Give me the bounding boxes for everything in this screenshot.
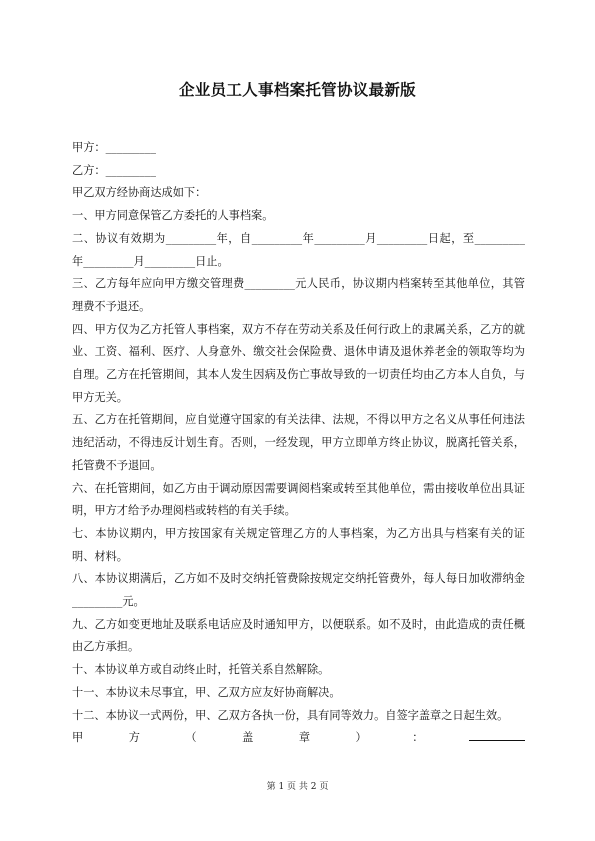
signature-party-char: 甲: [72, 731, 84, 745]
clause-6: 六、在托管期间，如乙方由于调动原因需要调阅档案或转至其他单位，需由接收单位出具证明，甲方才给予办理阅档或转档的有关手续。: [72, 481, 525, 518]
signature-blank: [469, 728, 525, 741]
party-a-line: 甲方：_________: [72, 141, 156, 154]
clause-11: 十一、本协议未尽事宜，甲、乙双方应友好协商解决。: [72, 685, 341, 699]
agreement-intro: 甲乙双方经协商达成如下：: [72, 186, 207, 200]
signature-colon: ：: [412, 731, 424, 745]
clause-3: 三、乙方每年应向甲方缴交管理费_________元人民币，协议期内档案转至其他单位，其管理费不予退还。: [72, 277, 525, 313]
clause-2: 二、协议有效期为_________年，自_________年_________月_________日起，至_________年_________月_________日止。: [72, 231, 525, 268]
document-body: [72, 137, 525, 750]
clause-4: 四、甲方仅为乙方托管人事档案，双方不存在劳动关系及任何行政上的隶属关系，乙方的就业、工资、福利、医疗、人身意外、缴交社会保险费、退休申请及退休养老金的领取等均为自理。乙方在托管期间，其本人发生因病及伤亡事故导致的一切责任均由乙方本人自负，与甲方无关。: [72, 322, 525, 404]
page-number: 第 1 页 共 2 页: [266, 782, 329, 792]
document-title: 企业员工人事档案托管协议最新版: [178, 81, 416, 99]
clause-9: 九、乙方如变更地址及联系电话应及时通知甲方，以便联系。如不及时，由此造成的责任概由乙方承担。: [72, 617, 525, 654]
signature-side-char: 方: [128, 731, 140, 745]
signature-paren-open: （: [185, 731, 197, 745]
party-b-line: 乙方：_________: [72, 163, 156, 177]
clause-10: 十、本协议单方或自动终止时，托管关系自然解除。: [72, 663, 330, 677]
clause-1: 一、甲方同意保管乙方委托的人事档案。: [72, 209, 274, 223]
clause-12: 十二、本协议一式两份，甲、乙双方各执一份，具有同等效力。自签字盖章之日起生效。: [72, 708, 509, 722]
signature-seal-char-1: 盖: [242, 731, 254, 745]
signature-line: [72, 727, 525, 750]
clause-7: 七、本协议期内，甲方按国家有关规定管理乙方的人事档案，为乙方出具与档案有关的证明、材料。: [72, 526, 525, 563]
signature-seal-char-2: 章: [298, 731, 311, 745]
clause-8: 八、本协议期满后，乙方如不及时交纳托管费除按规定交纳托管费外，每人每日加收滞纳金_________元。: [72, 572, 525, 609]
clause-5: 五、乙方在托管期间，应自觉遵守国家的有关法律、法规，不得以甲方之名义从事任何违法违纪活动，不得违反计划生育。否则，一经发现，甲方立即单方终止协议，脱离托管关系，托管费不予退回。: [72, 413, 525, 472]
signature-paren-close: ）: [355, 731, 367, 745]
